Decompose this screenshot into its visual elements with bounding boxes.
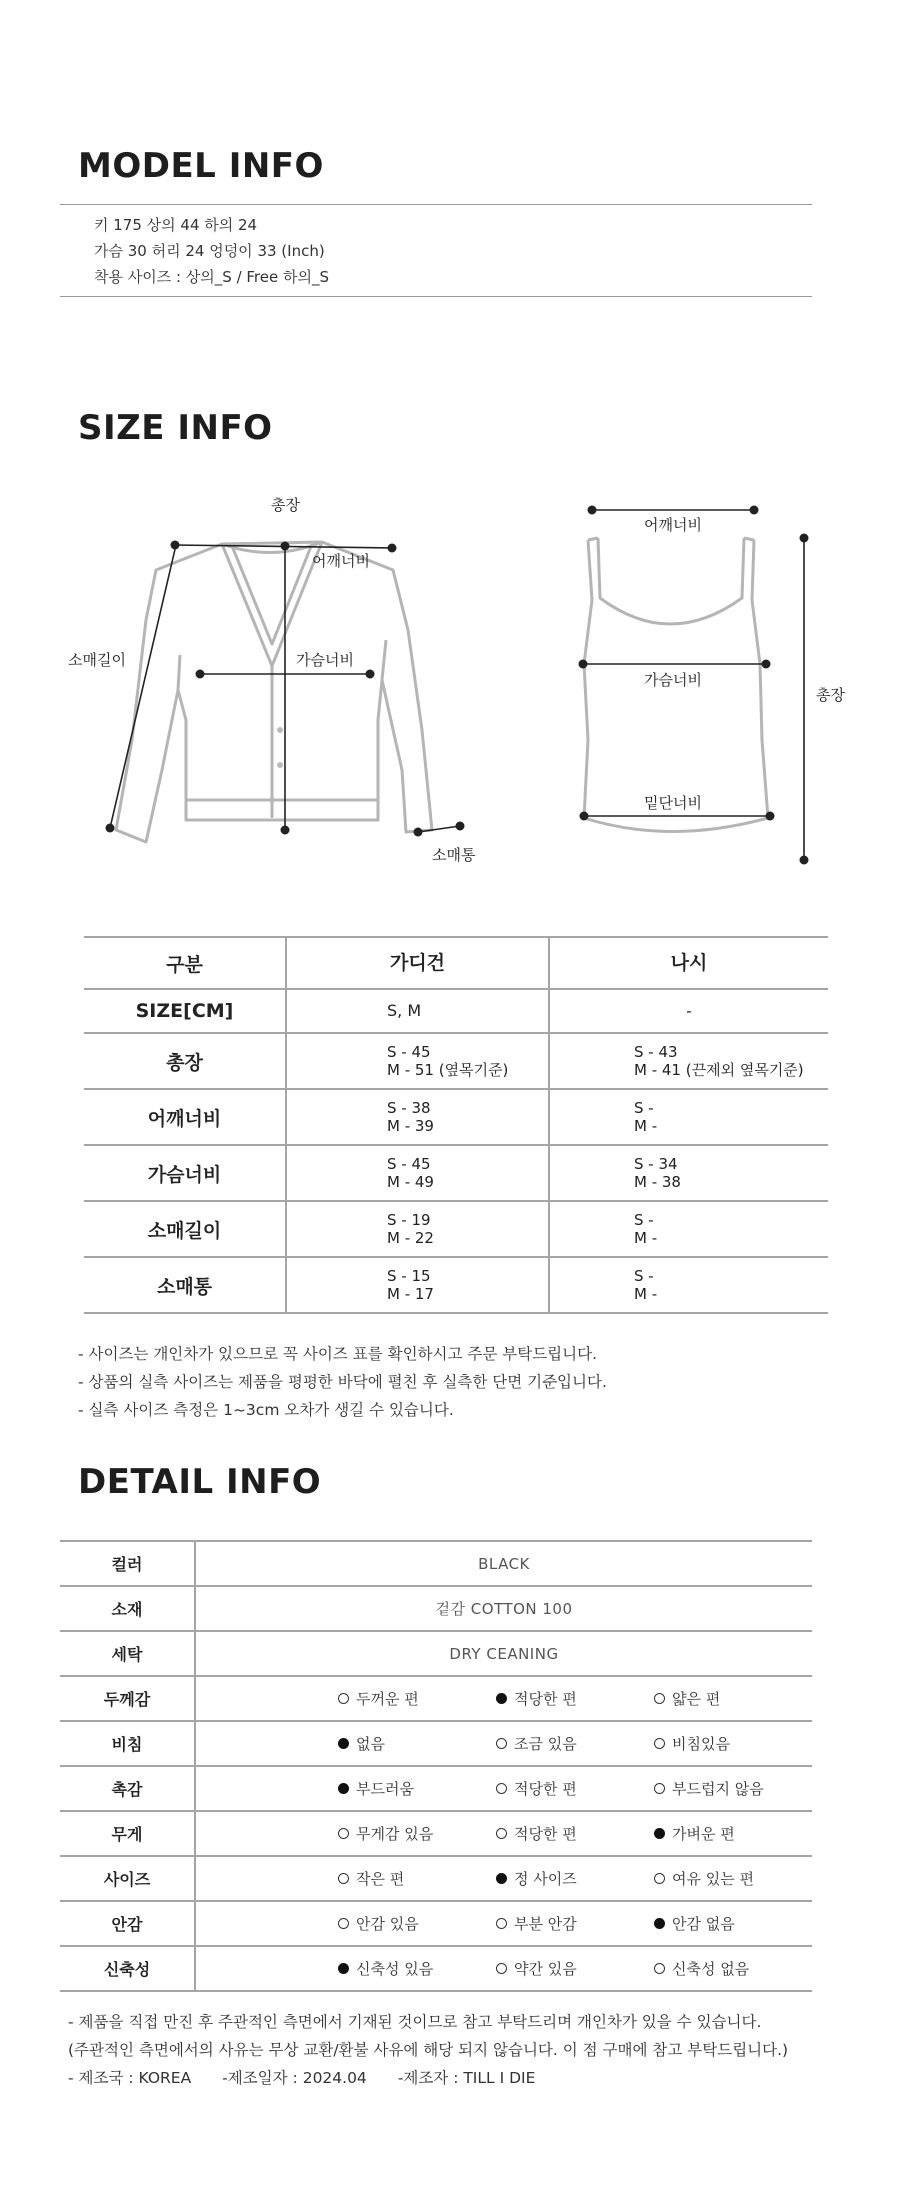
detail-option-label: 신축성 없음 [672, 1960, 750, 1978]
detail-option-label: 작은 편 [356, 1870, 405, 1888]
detail-row [60, 1856, 812, 1901]
size-table-label: 어깨너비 [84, 1089, 286, 1145]
tank-chest-label: 가슴너비 [644, 671, 702, 689]
manufacture-date: -제조일자 : 2024.04 [222, 2069, 367, 2087]
size-table-label: 가슴너비 [84, 1145, 286, 1201]
size-table-cell [549, 1089, 828, 1145]
size-table-row [84, 1033, 828, 1089]
size-value: M - 22 [387, 1229, 434, 1247]
detail-option-label: 정 사이즈 [514, 1870, 577, 1888]
size-value: S - [634, 1099, 654, 1117]
detail-option [654, 1778, 812, 1799]
selected-dot-icon [654, 1828, 665, 1839]
model-info-divider-top [60, 204, 812, 205]
detail-table [60, 1540, 812, 1992]
detail-option-label: 조금 있음 [514, 1735, 577, 1753]
model-info-divider-bottom [60, 296, 812, 297]
detail-label: 비침 [60, 1721, 195, 1766]
size-value: S - 45 [387, 1155, 431, 1173]
detail-option-label: 여유 있는 편 [672, 1870, 754, 1888]
size-table-label: 소매길이 [84, 1201, 286, 1257]
detail-value: 겉감 COTTON 100 [195, 1586, 812, 1631]
size-value: M - [634, 1117, 658, 1135]
size-diagram-svg [60, 480, 850, 880]
detail-options-cell [195, 1766, 812, 1811]
empty-dot-icon [338, 1918, 349, 1929]
detail-option [496, 1778, 654, 1799]
tank-shoulder-label: 어깨너비 [644, 516, 702, 534]
size-table-cell [549, 1201, 828, 1257]
cardigan-sleeve-label: 소매길이 [68, 651, 126, 669]
detail-option-label: 없음 [356, 1735, 385, 1753]
detail-label: 사이즈 [60, 1856, 195, 1901]
detail-row [60, 1766, 812, 1811]
empty-dot-icon [496, 1828, 507, 1839]
size-table-label: SIZE[CM] [84, 989, 286, 1033]
detail-option [338, 1868, 496, 1889]
detail-option [496, 1733, 654, 1754]
selected-dot-icon [338, 1738, 349, 1749]
size-value: S - [634, 1267, 654, 1285]
model-info-line: 착용 사이즈 : 상의_S / Free 하의_S [94, 268, 330, 286]
size-value: S - [634, 1211, 654, 1229]
size-note: - 실측 사이즈 측정은 1~3cm 오차가 생길 수 있습니다. [78, 1401, 454, 1419]
size-table-header [84, 937, 828, 989]
size-table [84, 936, 828, 1314]
manufacture-country: - 제조국 : KOREA [68, 2069, 192, 2087]
size-value: S - 38 [387, 1099, 431, 1117]
detail-option [338, 1823, 496, 1844]
size-table-row [84, 1201, 828, 1257]
detail-options-cell [195, 1856, 812, 1901]
size-value: S, M [387, 1001, 422, 1020]
size-table-cell [286, 1033, 549, 1089]
detail-option [654, 1958, 812, 1979]
detail-option-label: 무게감 있음 [356, 1825, 434, 1843]
model-info-line: 가슴 30 허리 24 엉덩이 33 (Inch) [94, 242, 325, 260]
size-value: S - 15 [387, 1267, 431, 1285]
empty-dot-icon [338, 1873, 349, 1884]
size-value: M - 38 [634, 1173, 681, 1191]
size-value: S - 45 [387, 1043, 431, 1061]
detail-options-cell [195, 1946, 812, 1991]
size-info-title: SIZE INFO [78, 408, 273, 448]
detail-row [60, 1541, 812, 1586]
size-value: S - 43 [634, 1043, 678, 1061]
size-value: S - 19 [387, 1211, 431, 1229]
detail-label: 세탁 [60, 1631, 195, 1676]
size-value: M - [634, 1229, 658, 1247]
detail-option-label: 부드러움 [356, 1780, 414, 1798]
cardigan-chest-label: 가슴너비 [296, 651, 354, 669]
cardigan-length-label: 총장 [271, 496, 300, 514]
model-info-line: 키 175 상의 44 하의 24 [94, 216, 258, 234]
detail-row [60, 1721, 812, 1766]
detail-option-label: 안감 있음 [356, 1915, 419, 1933]
size-value: M - [634, 1285, 658, 1303]
empty-dot-icon [496, 1738, 507, 1749]
size-diagram [60, 480, 850, 880]
size-value: - [686, 1002, 692, 1020]
detail-notes [68, 2008, 788, 2092]
empty-dot-icon [496, 1918, 507, 1929]
selected-dot-icon [654, 1918, 665, 1929]
detail-option [338, 1688, 496, 1709]
size-note: - 사이즈는 개인차가 있으므로 꼭 사이즈 표를 확인하시고 주문 부탁드립니다. [78, 1345, 598, 1363]
detail-note: (주관적인 측면에서의 사유는 무상 교환/환불 사유에 해당 되지 않습니다. 이 점 구매에 참고 부탁드립니다.) [68, 2041, 789, 2059]
detail-value: BLACK [195, 1541, 812, 1586]
detail-option [496, 1823, 654, 1844]
detail-note: - 제품을 직접 만진 후 주관적인 측면에서 기재된 것이므로 참고 부탁드리며 개인차가 있을 수 있습니다. [68, 2013, 762, 2031]
detail-option-label: 부분 안감 [514, 1915, 577, 1933]
size-table-cell [549, 1145, 828, 1201]
detail-option-label: 부드럽지 않음 [672, 1780, 764, 1798]
size-table-row [84, 1145, 828, 1201]
detail-info-title: DETAIL INFO [78, 1462, 322, 1502]
cardigan-shoulder-label: 어깨너비 [312, 552, 370, 570]
detail-label: 촉감 [60, 1766, 195, 1811]
detail-option-label: 적당한 편 [514, 1780, 577, 1798]
detail-option [654, 1688, 812, 1709]
detail-label: 무게 [60, 1811, 195, 1856]
size-value: M - 41 (끈제외 옆목기준) [634, 1061, 804, 1079]
selected-dot-icon [496, 1693, 507, 1704]
detail-option [654, 1868, 812, 1889]
size-table-cell [286, 1201, 549, 1257]
size-table-header-cell: 가디건 [286, 937, 549, 989]
size-table-cell [286, 1089, 549, 1145]
tank-length-label: 총장 [816, 686, 845, 704]
detail-option [496, 1688, 654, 1709]
size-table-row [84, 1257, 828, 1313]
selected-dot-icon [496, 1873, 507, 1884]
empty-dot-icon [654, 1963, 665, 1974]
model-info-lines [94, 212, 329, 290]
size-value: M - 51 (옆목기준) [387, 1061, 509, 1079]
detail-option-label: 비침있음 [672, 1735, 730, 1753]
cardigan-cuff-label: 소매통 [432, 846, 476, 864]
detail-option-label: 적당한 편 [514, 1825, 577, 1843]
detail-label: 신축성 [60, 1946, 195, 1991]
size-table-cell [286, 1257, 549, 1313]
detail-option-label: 안감 없음 [672, 1915, 735, 1933]
detail-option-label: 약간 있음 [514, 1960, 577, 1978]
empty-dot-icon [338, 1693, 349, 1704]
detail-option [338, 1733, 496, 1754]
empty-dot-icon [496, 1783, 507, 1794]
size-table-cell [549, 989, 828, 1033]
detail-row [60, 1946, 812, 1991]
size-value: M - 49 [387, 1173, 434, 1191]
empty-dot-icon [338, 1828, 349, 1839]
detail-option [654, 1733, 812, 1754]
detail-options-cell [195, 1676, 812, 1721]
detail-row [60, 1586, 812, 1631]
empty-dot-icon [654, 1783, 665, 1794]
size-table-header-cell: 구분 [84, 937, 286, 989]
size-table-label: 총장 [84, 1033, 286, 1089]
detail-option [338, 1913, 496, 1934]
detail-option-label: 얇은 편 [672, 1690, 721, 1708]
empty-dot-icon [496, 1963, 507, 1974]
size-note: - 상품의 실측 사이즈는 제품을 평평한 바닥에 펼친 후 실측한 단면 기준입니다. [78, 1373, 607, 1391]
tank-hem-label: 밑단너비 [644, 794, 702, 812]
detail-label: 소재 [60, 1586, 195, 1631]
size-table-cell [286, 1145, 549, 1201]
detail-option-label: 두꺼운 편 [356, 1690, 419, 1708]
empty-dot-icon [654, 1738, 665, 1749]
detail-row [60, 1811, 812, 1856]
size-value: S - 34 [634, 1155, 678, 1173]
detail-label: 두께감 [60, 1676, 195, 1721]
size-table-header-cell: 나시 [549, 937, 828, 989]
size-value: M - 17 [387, 1285, 434, 1303]
size-table-cell [549, 1033, 828, 1089]
model-info-title: MODEL INFO [78, 146, 324, 186]
selected-dot-icon [338, 1963, 349, 1974]
detail-option-label: 적당한 편 [514, 1690, 577, 1708]
detail-options-cell [195, 1901, 812, 1946]
cardigan-measure-lines [110, 545, 460, 832]
detail-row [60, 1676, 812, 1721]
size-table-cell [549, 1257, 828, 1313]
manufacturer: -제조자 : TILL I DIE [397, 2069, 536, 2087]
size-table-row [84, 1089, 828, 1145]
detail-option [654, 1913, 812, 1934]
detail-option [338, 1958, 496, 1979]
detail-options-cell [195, 1721, 812, 1766]
cardigan-illustration [116, 542, 432, 842]
size-table-cell [286, 989, 549, 1033]
selected-dot-icon [338, 1783, 349, 1794]
detail-option [496, 1913, 654, 1934]
empty-dot-icon [654, 1693, 665, 1704]
size-table-label: 소매통 [84, 1257, 286, 1313]
detail-option [338, 1778, 496, 1799]
detail-option-label: 가벼운 편 [672, 1825, 735, 1843]
detail-option [654, 1823, 812, 1844]
detail-label: 컬러 [60, 1541, 195, 1586]
detail-label: 안감 [60, 1901, 195, 1946]
empty-dot-icon [654, 1873, 665, 1884]
detail-option-label: 신축성 있음 [356, 1960, 434, 1978]
detail-row [60, 1631, 812, 1676]
detail-row [60, 1901, 812, 1946]
detail-value: DRY CEANING [195, 1631, 812, 1676]
detail-option [496, 1868, 654, 1889]
detail-options-cell [195, 1811, 812, 1856]
size-table-row [84, 989, 828, 1033]
size-value: M - 39 [387, 1117, 434, 1135]
detail-option [496, 1958, 654, 1979]
size-notes [78, 1340, 607, 1424]
manufacture-info [68, 2064, 788, 2092]
